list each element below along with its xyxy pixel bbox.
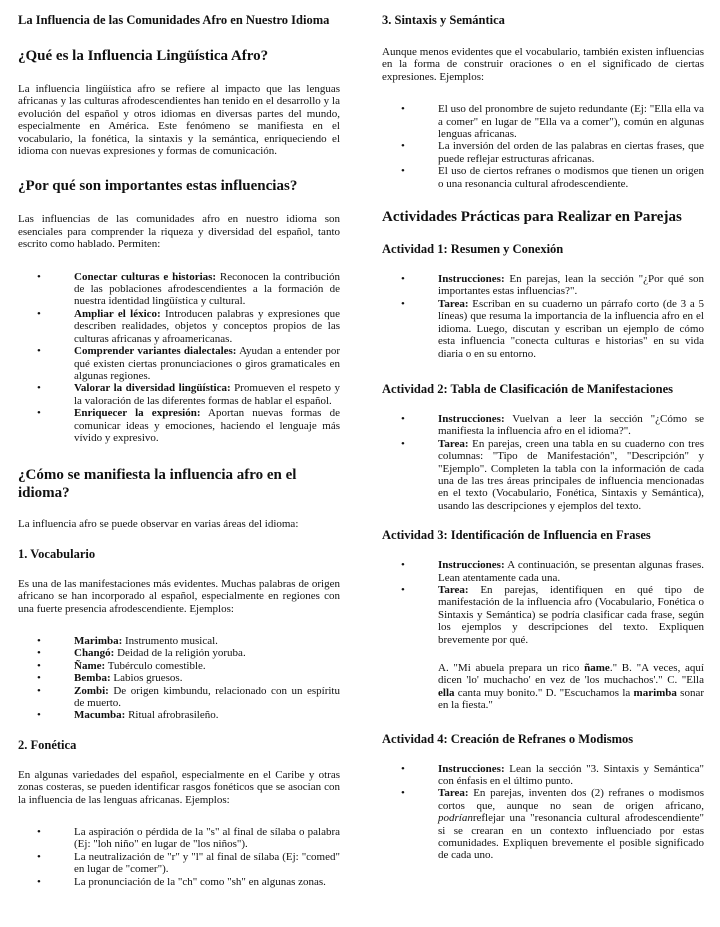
item-text: De origen kimbundu, relacionado con un espíritu de muerto. (74, 684, 340, 709)
list-actividad-3 (382, 559, 704, 646)
list-item (18, 876, 340, 888)
list-item (18, 660, 340, 672)
list-item (382, 763, 704, 788)
paragraph-como: La influencia afro se puede observar en varias áreas del idioma: (18, 518, 299, 531)
bullet-icon: • (401, 412, 405, 425)
list-actividad-2 (382, 413, 704, 512)
bullet-icon: • (401, 273, 405, 286)
list-actividad-1 (382, 273, 704, 360)
bullet-icon: • (37, 672, 41, 685)
bullet-icon: • (37, 826, 41, 839)
item-term: Bemba: (74, 672, 111, 685)
bullet-icon: • (401, 140, 405, 153)
item-text: Deidad de la religión yoruba. (114, 647, 246, 660)
item-term: Ñame: (74, 659, 106, 672)
list-item (18, 709, 340, 721)
item-term: Zombi: (74, 684, 109, 697)
left-column (18, 0, 340, 888)
bullet-icon: • (37, 382, 41, 395)
heading-actividad-2: Actividad 2: Tabla de Clasificación de Manifestaciones (382, 381, 673, 396)
item-term: Marimba: (74, 634, 123, 647)
heading-por-que: ¿Por qué son importantes estas influencias? (18, 178, 298, 195)
bullet-icon: • (401, 297, 405, 310)
item-term: Ampliar el léxico: (74, 307, 161, 320)
task-label: Tarea: (438, 787, 469, 800)
list-item (382, 273, 704, 298)
task-text: reflejar una "resonancia cultural afrodescendiente" si se crearan en un contexto influenciado por estas comunidades. Expliquen brevemente el posible significado de cada uno. (438, 812, 704, 862)
list-item (382, 787, 704, 861)
paragraph-vocabulario: Es una de las manifestaciones más evidentes. Muchas palabras de origen africano se han incorporado al español, especialmente en regiones con una fuerte presencia afrodescendiente. Ejemplos: (18, 577, 340, 615)
phrase-highlight: ella (438, 686, 455, 699)
list-item (382, 165, 704, 190)
bullet-icon: • (401, 437, 405, 450)
item-term: Changó: (74, 647, 115, 660)
task-text: En parejas, identifiquen en qué tipo de manifestación de la influencia afro (Vocabulario, Fonética o Sintaxis y Semántica) se podría clasificar cada frase, según los ejemplos y descripciones del texto. Expliquen brevemente por qué. (438, 583, 704, 646)
item-text: Promueven el respeto y la valoración de las diferentes formas de hablar el español. (74, 382, 340, 407)
item-term: Macumba: (74, 709, 126, 722)
list-importancia (18, 271, 340, 445)
list-item (382, 298, 704, 360)
phrase-text: ." B. "A veces, aquí dicen 'lo' muchacho' en vez de 'los muchachos'." C. "Ella (438, 662, 704, 687)
instructions-text: En parejas, lean la sección "¿Por qué son importantes estas influencias?". (438, 273, 704, 298)
list-item (18, 271, 340, 308)
bullet-icon: • (401, 583, 405, 596)
phrase-text: canta muy bonito." D. "Escuchamos la (454, 686, 634, 699)
heading-como: ¿Cómo se manifiesta la influencia afro en el idioma? (18, 467, 297, 502)
list-item (382, 103, 704, 140)
list-item (18, 826, 340, 851)
item-text: Aportan nuevas formas de comunicar ideas y emociones, haciendo el lenguaje más vívido y expresivo. (74, 407, 340, 444)
item-term: Valorar la diversidad lingüística: (74, 382, 231, 395)
bullet-icon: • (37, 659, 41, 672)
bullet-icon: • (37, 709, 41, 722)
item-text: Reconocen la contribución de las poblaciones afrodescendientes a la formación de nuestra identidad lingüística y cultural. (74, 270, 340, 308)
list-item (382, 413, 704, 438)
heading-actividad-3: Actividad 3: Identificación de Influencia en Frases (382, 528, 651, 543)
bullet-icon: • (37, 407, 41, 420)
bullet-icon: • (37, 634, 41, 647)
task-text: En parejas, creen una tabla en su cuaderno con tres columnas: "Tipo de Manifestación", "Descripción" y "Ejemplo". Completen la tabla con la información de cada una de las tres áreas principales de influencia mencionadas en el texto (Vocabulario, Fonética, Sintaxis y Semántica), usando las descripciones y ejemplos del texto. (438, 437, 704, 512)
paragraph-que-es: La influencia lingüística afro se refiere al impacto que las lenguas africanas y las culturas afrodescendientes han tenido en el desarrollo y la evolución del español y otros idiomas en diversas partes del mundo, especialmente en América. Este fenómeno se manifiesta en el vocabulario, la fonética, la sintaxis y la semántica, enriqueciendo el idioma con nuevas expresiones y formas de comunicación. (18, 83, 340, 158)
list-item (18, 635, 340, 647)
example-phrases (382, 662, 704, 712)
heading-sintaxis: 3. Sintaxis y Semántica (382, 13, 505, 27)
heading-que-es: ¿Qué es la Influencia Lingüística Afro? (18, 48, 269, 64)
item-text: La aspiración o pérdida de la "s" al final de sílaba o palabra (Ej: "loh niño" en lugar de "los niños"). (74, 826, 340, 851)
instructions-text: Vuelvan a leer la sección "¿Cómo se manifiesta la influencia afro en el idioma?". (438, 412, 704, 438)
bullet-icon: • (37, 684, 41, 697)
list-vocabulario (18, 635, 340, 722)
item-text: Ritual afrobrasileño. (125, 709, 219, 722)
list-item (18, 382, 340, 407)
bullet-icon: • (401, 762, 405, 775)
item-text: Tubérculo comestible. (105, 659, 206, 672)
list-item (382, 559, 704, 584)
list-item (382, 438, 704, 512)
item-text: Labios gruesos. (110, 672, 183, 685)
list-item (18, 345, 340, 382)
item-text: Ayudan a entender por qué existen ciertas pronunciaciones o giros gramaticales en algunas regiones. (74, 345, 340, 382)
instructions-label: Instrucciones: (438, 273, 505, 286)
item-text: La neutralización de "r" y "l" al final de sílaba (Ej: "comed" en lugar de "comer"). (74, 850, 340, 876)
item-text: Introducen palabras y expresiones que describen realidades, objetos y conceptos propios de las culturas africanas y afroamericanas. (74, 307, 340, 345)
heading-actividad-4: Actividad 4: Creación de Refranes o Modismos (382, 731, 634, 746)
paragraph-por-que: Las influencias de las comunidades afro en nuestro idioma son esenciales para comprender la riqueza y diversidad del español, tanto escrito como hablado. Permiten: (18, 213, 340, 251)
bullet-icon: • (401, 103, 405, 116)
list-sintaxis (382, 103, 704, 190)
item-text: La pronunciación de la "ch" como "sh" en algunas zonas. (74, 875, 326, 888)
list-item (382, 584, 704, 646)
heading-actividad-1: Actividad 1: Resumen y Conexión (382, 242, 564, 257)
heading-vocabulario: 1. Vocabulario (18, 546, 96, 561)
bullet-icon: • (37, 850, 41, 863)
phrase-text: sonar en la fiesta." (438, 686, 705, 712)
list-item (382, 140, 704, 165)
phrase-text: A. "Mi abuela prepara un rico (438, 662, 585, 674)
list-item (18, 308, 340, 345)
bullet-icon: • (401, 559, 405, 572)
item-text: Instrumento musical. (122, 634, 218, 647)
instructions-label: Instrucciones: (438, 762, 505, 775)
item-text: La inversión del orden de las palabras en ciertas frases, que puede reflejar estructuras africanas. (438, 140, 704, 165)
item-text: El uso de ciertos refranes o modismos que tienen un origen o una resonancia cultural afrodescendiente. (438, 165, 704, 190)
task-text: En parejas, inventen dos (2) refranes o modismos cortos que, aunque no sean de origen africano, (438, 787, 704, 812)
right-column (382, 0, 704, 862)
heading-actividades: Actividades Prácticas para Realizar en Parejas (382, 209, 682, 226)
bullet-icon: • (37, 307, 41, 320)
paragraph-fonetica: En algunas variedades del español, especialmente en el Caribe y otras zonas costeras, se pueden identificar rasgos fonéticos que se asocian con la influencia de las lenguas africanas. Ejemplos: (18, 768, 340, 806)
list-item (18, 647, 340, 659)
phrase-highlight: marimba (633, 686, 677, 699)
bullet-icon: • (401, 165, 405, 178)
task-label: Tarea: (438, 297, 469, 310)
task-emphasis: podrían (438, 812, 473, 825)
task-label: Tarea: (438, 437, 469, 450)
bullet-icon: • (37, 270, 41, 283)
item-text: El uso del pronombre de sujeto redundante (Ej: "Ella ella va a comer" en lugar de "Ella va a comer"), común en algunas lenguas africanas. (438, 103, 704, 141)
phrase-highlight: ñame (584, 662, 610, 674)
bullet-icon: • (37, 875, 41, 888)
instructions-text: A continuación, se presentan algunas frases. Lean atentamente cada una. (438, 559, 704, 584)
bullet-icon: • (37, 345, 41, 358)
list-fonetica (18, 826, 340, 888)
task-label: Tarea: (438, 583, 469, 596)
list-item (18, 851, 340, 876)
instructions-label: Instrucciones: (438, 559, 505, 572)
paragraph-sintaxis: Aunque menos evidentes que el vocabulario, también existen influencias en la forma de construir oraciones o en el significado de ciertas expresiones. Ejemplos: (382, 46, 704, 83)
list-item (18, 685, 340, 710)
heading-fonetica: 2. Fonética (18, 737, 77, 752)
list-item (18, 407, 340, 444)
document-title: La Influencia de las Comunidades Afro en Nuestro Idioma (18, 13, 330, 27)
item-term: Comprender variantes dialectales: (74, 345, 237, 358)
item-term: Enriquecer la expresión: (74, 407, 201, 420)
item-term: Conectar culturas e historias: (74, 270, 217, 283)
task-text: Escriban en su cuaderno un párrafo corto (de 3 a 5 líneas) que resuma la importancia de la influencia afro en el idioma. Luego, discutan y escriban un ejemplo de cómo esta influencia "conecta culturas e historias" en su vida diaria o en su entorno. (438, 297, 704, 360)
bullet-icon: • (401, 787, 405, 800)
instructions-label: Instrucciones: (438, 412, 505, 425)
instructions-text: Lean la sección "3. Sintaxis y Semántica" con énfasis en el último punto. (438, 762, 704, 788)
bullet-icon: • (37, 647, 41, 660)
list-actividad-4 (382, 763, 704, 862)
list-item (18, 672, 340, 684)
